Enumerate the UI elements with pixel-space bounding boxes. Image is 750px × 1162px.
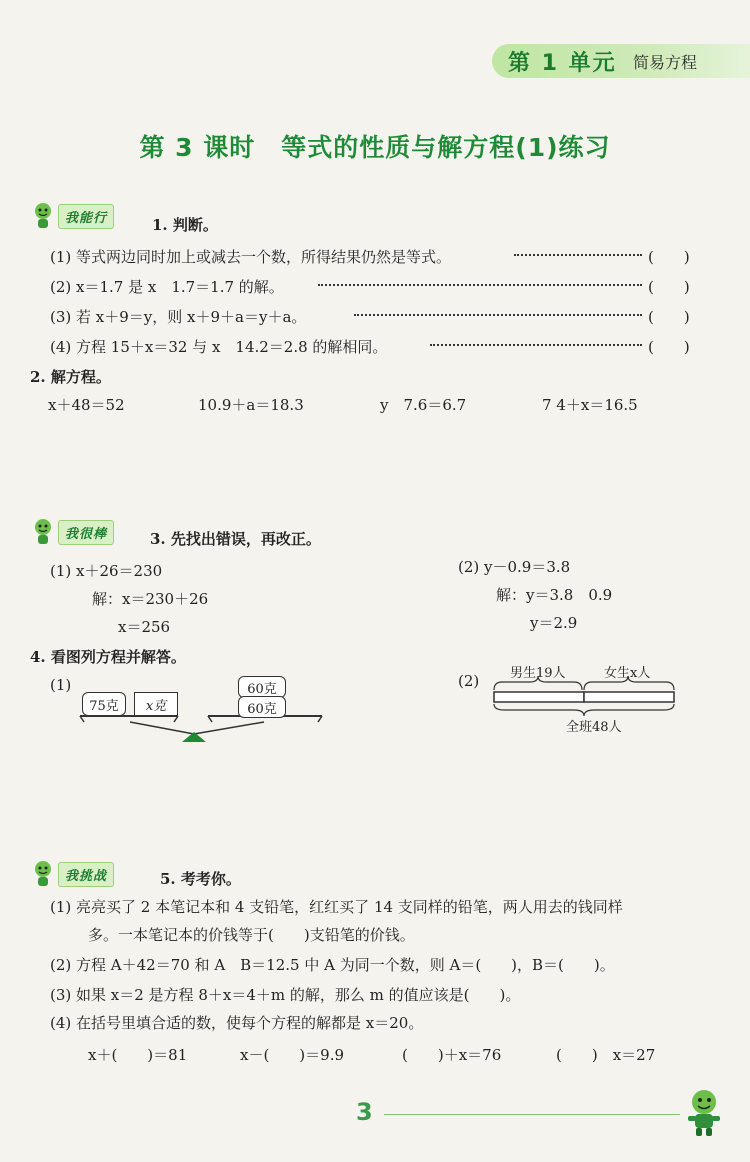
q3-right-step2: y＝2.9 xyxy=(530,614,578,632)
q4-part2-label: (2) xyxy=(458,672,480,690)
q3-left-step2: x＝256 xyxy=(118,618,171,636)
unit-label: 第 1 单元 xyxy=(508,51,617,76)
q5-item-3: (3) 如果 x＝2 是方程 8＋x＝4＋m 的解，那么 m 的值应该是( )。 xyxy=(50,986,521,1004)
q5-item-2: (2) 方程 A＋42＝70 和 A B＝12.5 中 A 为同一个数，则 A＝( )，B＝( )。 xyxy=(50,956,615,974)
girls-label: 女生x人 xyxy=(604,666,651,681)
equation-3: y 7.6＝6.7 xyxy=(380,396,467,414)
total-label: 全班48人 xyxy=(566,720,622,735)
answer-paren-3[interactable]: ( ) xyxy=(648,308,690,326)
q5-item-1-cont: 多。一本笔记本的价钱等于( )支铅笔的价钱。 xyxy=(88,926,415,944)
lesson-title: 第 3 课时 等式的性质与解方程(1)练习 xyxy=(139,133,611,162)
q1-item-2: (2) x＝1.7 是 x 1.7＝1.7 的解。 xyxy=(50,278,284,296)
equation-1: x＋48＝52 xyxy=(48,396,125,414)
q3-right-step1: 解：y＝3.8 0.9 xyxy=(496,586,613,604)
q4-part1-label: (1) xyxy=(50,676,72,694)
q3-left-eq: (1) x＋26＝230 xyxy=(50,562,163,580)
q3-right-eq: (2) y－0.9＝3.8 xyxy=(458,558,571,576)
weight-60g-bottom: 60克 xyxy=(238,696,286,718)
mascot-icon xyxy=(30,201,56,231)
leader-dots xyxy=(318,284,642,286)
leader-dots xyxy=(430,344,642,346)
badge-woneng xyxy=(30,204,122,228)
fill-eq-4[interactable]: ( ) x＝27 xyxy=(556,1046,656,1064)
badge-henbang xyxy=(30,520,122,544)
equation-4: 7 4＋x＝16.5 xyxy=(542,396,638,414)
unit-topic: 简易方程 xyxy=(633,53,698,72)
mascot-icon xyxy=(30,859,56,889)
badge-label: 我能行 xyxy=(58,204,114,229)
page-number: 3 xyxy=(356,1098,373,1126)
answer-paren-2[interactable]: ( ) xyxy=(648,278,690,296)
mascot-footer-icon xyxy=(680,1086,728,1138)
badge-label: 我挑战 xyxy=(58,862,114,887)
q2-title: 2. 解方程。 xyxy=(30,368,111,386)
weight-75g: 75克 xyxy=(82,692,126,716)
mascot-icon xyxy=(30,517,56,547)
leader-dots xyxy=(354,314,642,316)
badge-wotiaozhan xyxy=(30,862,122,886)
q5-item-4: (4) 在括号里填合适的数，使每个方程的解都是 x＝20。 xyxy=(50,1014,424,1032)
boys-label: 男生19人 xyxy=(510,666,566,681)
answer-paren-4[interactable]: ( ) xyxy=(648,338,690,356)
weight-x: x克 xyxy=(134,692,178,716)
fill-eq-3[interactable]: ( )＋x＝76 xyxy=(402,1046,502,1064)
leader-dots xyxy=(514,254,642,256)
equation-2: 10.9＋a＝18.3 xyxy=(198,396,304,414)
q5-item-1: (1) 亮亮买了 2 本笔记本和 4 支铅笔，红红买了 14 支同样的铅笔，两人用去的钱同样 xyxy=(50,898,623,916)
q4-title: 4. 看图列方程并解答。 xyxy=(30,648,186,666)
fill-eq-1[interactable]: x＋( )＝81 xyxy=(88,1046,188,1064)
fill-eq-2[interactable]: x－( )＝9.9 xyxy=(240,1046,345,1064)
q1-item-3: (3) 若 x＋9＝y，则 x＋9＋a＝y＋a。 xyxy=(50,308,307,326)
weight-60g-top: 60克 xyxy=(238,676,286,698)
answer-paren-1[interactable]: ( ) xyxy=(648,248,690,266)
q1-item-1: (1) 等式两边同时加上或减去一个数，所得结果仍然是等式。 xyxy=(50,248,452,266)
q5-title: 5. 考考你。 xyxy=(160,870,241,888)
footer-rule xyxy=(384,1114,680,1115)
badge-label: 我很棒 xyxy=(58,520,114,545)
q1-item-4: (4) 方程 15＋x＝32 与 x 14.2＝2.8 的解相同。 xyxy=(50,338,388,356)
q3-left-step1: 解：x＝230＋26 xyxy=(92,590,209,608)
q1-title: 1. 判断。 xyxy=(152,216,218,234)
q3-title: 3. 先找出错误，再改正。 xyxy=(150,530,321,548)
